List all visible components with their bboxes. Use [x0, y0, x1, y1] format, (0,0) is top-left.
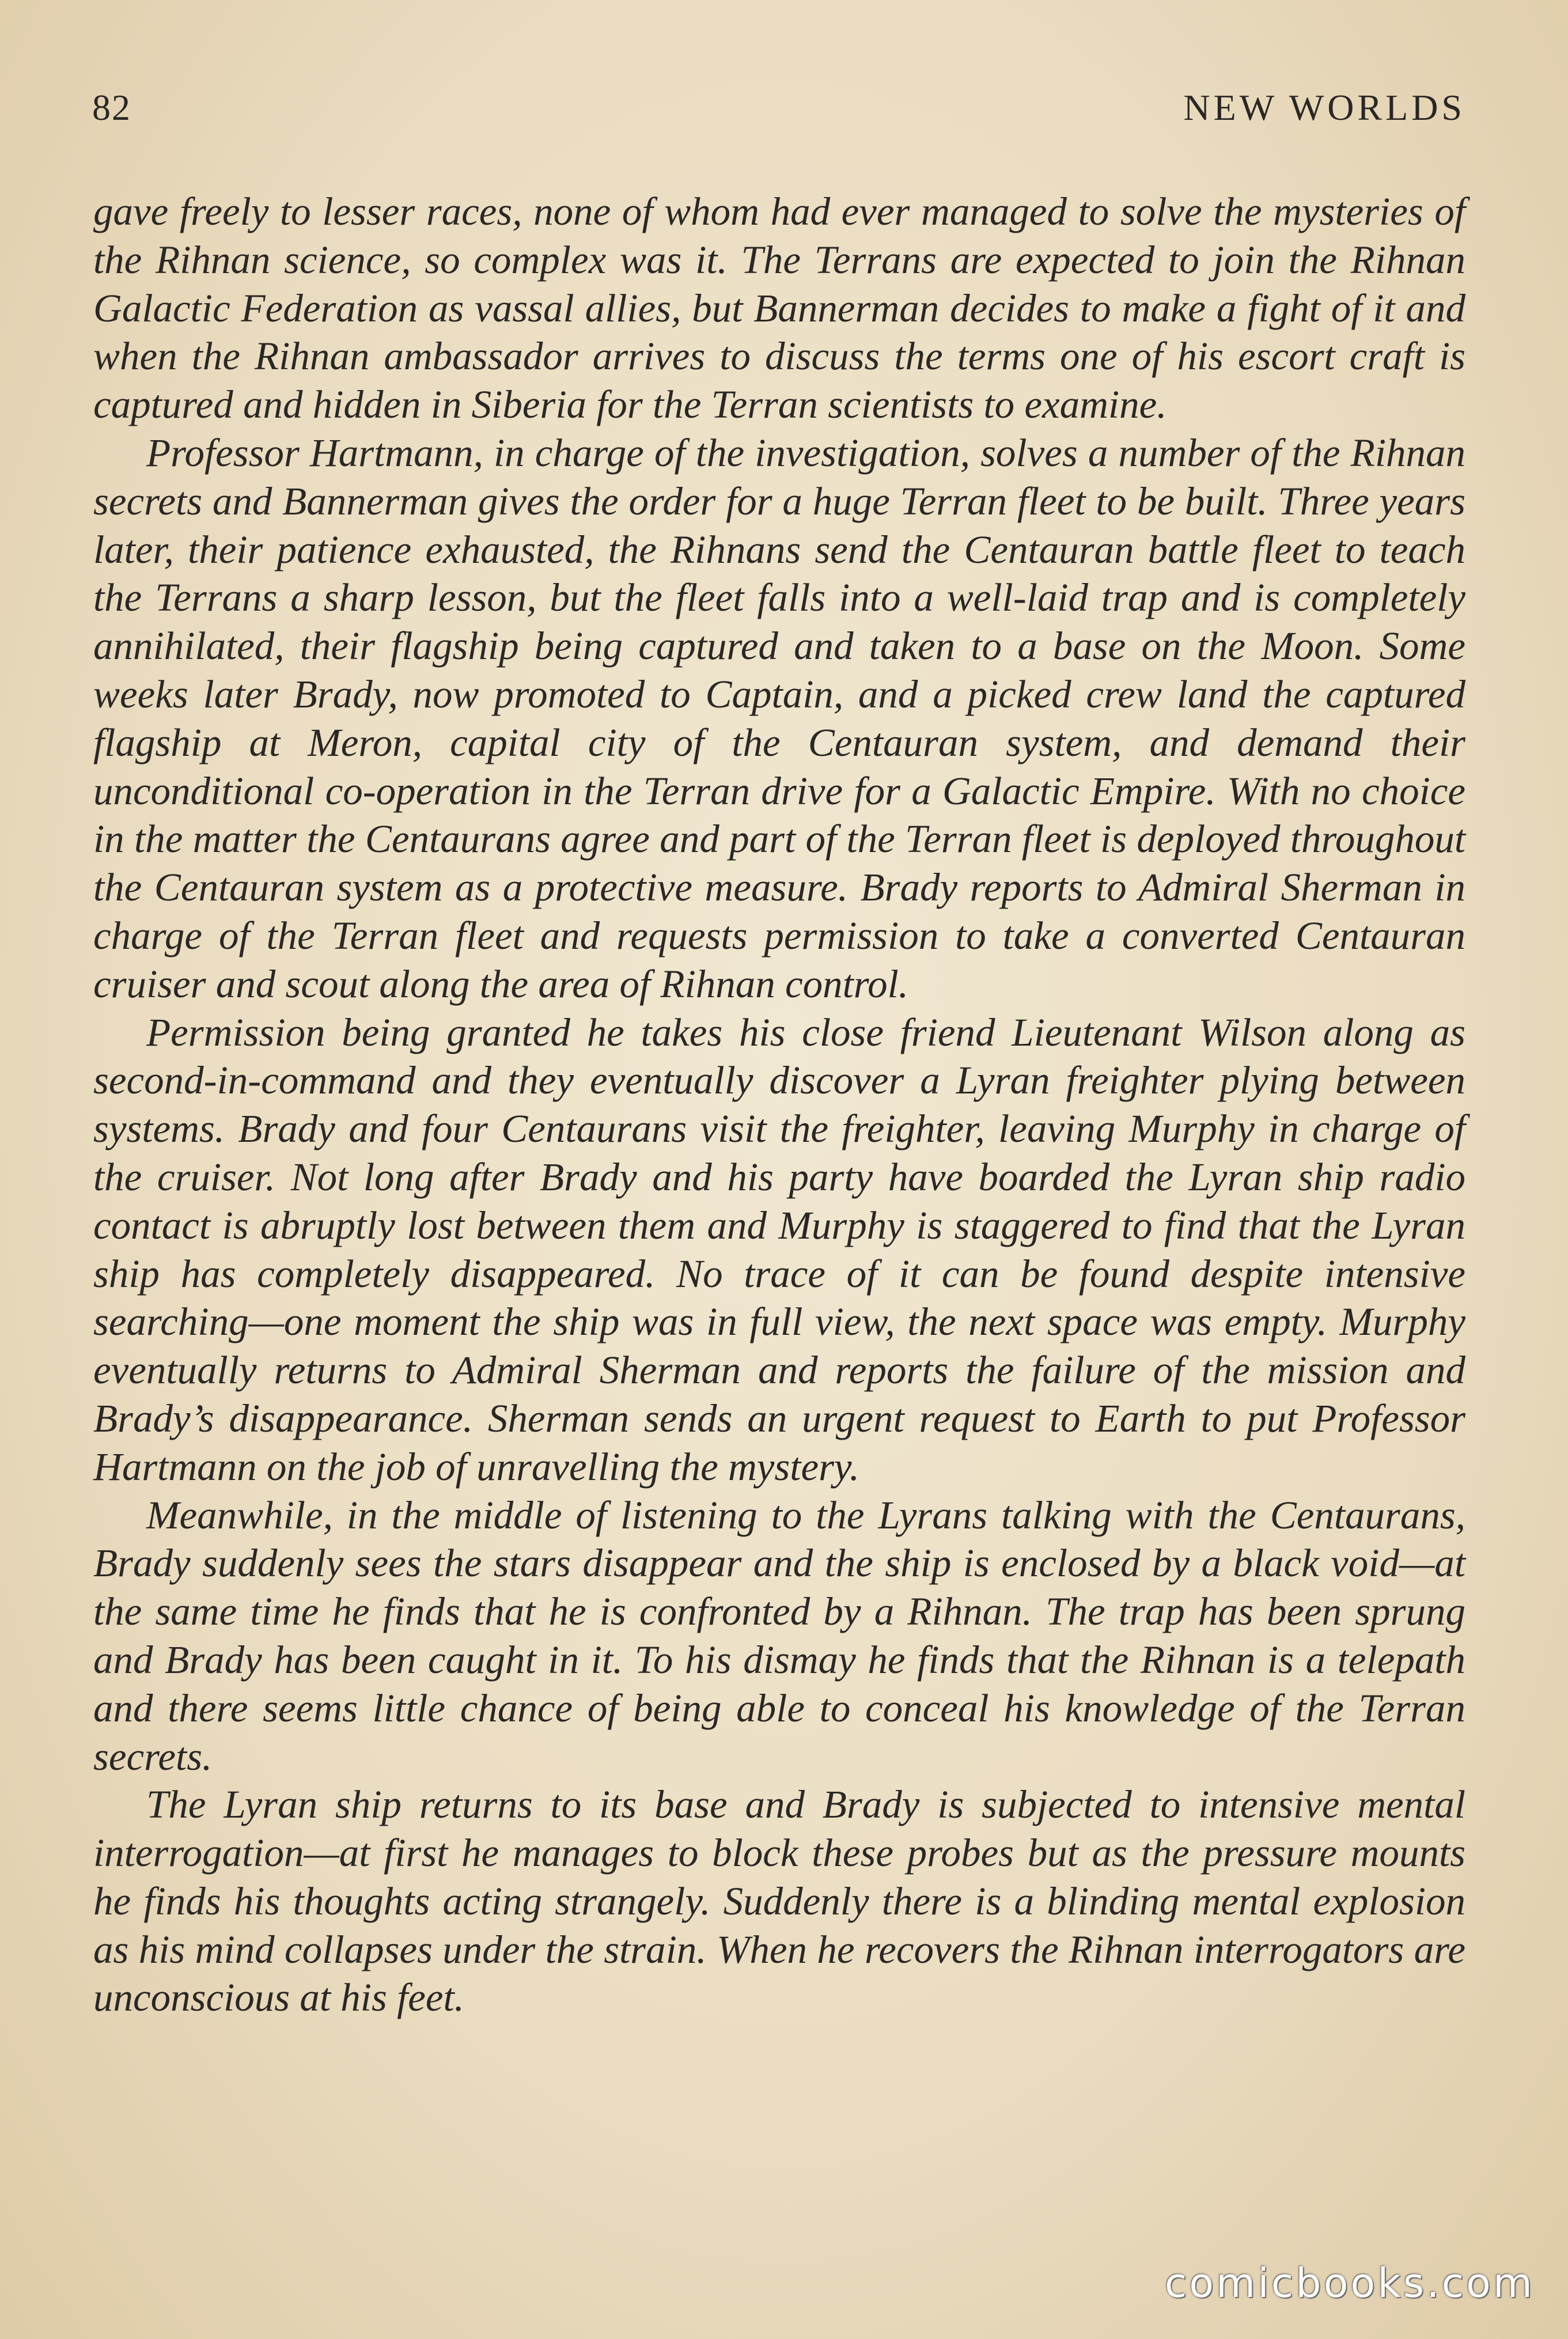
page-header: [92, 86, 1465, 138]
watermark: comicbooks.com: [1164, 2259, 1535, 2307]
paragraph-2: Professor Hartmann, in charge of the investigation, solves a number of the Rihnan secrets and Bannerman gives the order for a huge Terran fleet to be built. Three years later, their patience exhausted, the Rihnans send the Centauran battle fleet to teach the Terrans a sharp lesson, but the fleet falls into a well-laid trap and is completely annihilated, their flagship being captured and taken to a base on the Moon. Some weeks later Brady, now promoted to Captain, and a picked crew land the captured flagship at Meron, capital city of the Centauran system, and demand their unconditional co-operation in the Terran drive for a Galactic Empire. With no choice in the matter the Centaurans agree and part of the Terran fleet is deployed throughout the Centauran system as a protective measure. Brady reports to Admiral Sherman in charge of the Terran fleet and requests permission to take a converted Centauran cruiser and scout along the area of Rihnan control.: [93, 430, 1465, 1006]
page-number: 82: [92, 87, 131, 128]
body-text: [93, 188, 1465, 2022]
paragraph-3: Permission being granted he takes his close friend Lieutenant Wilson along as second-in-command and they eventually discover a Lyran freighter plying between systems. Brady and four Centaurans visit the freighter, leaving Murphy in charge of the cruiser. Not long after Brady and his party have boarded the Lyran ship radio contact is abruptly lost between them and Murphy is staggered to find that the Lyran ship has completely disappeared. No trace of it can be found despite intensive searching—one moment the ship was in full view, the next space was empty. Murphy eventually returns to Admiral Sherman and reports the failure of the mission and Brady’s disappearance. Sherman sends an urgent request to Earth to put Professor Hartmann on the job of unravelling the mystery.: [93, 1010, 1465, 1489]
paragraph-4: Meanwhile, in the middle of listening to the Lyrans talking with the Centaurans, Brady suddenly sees the stars disappear and the ship is enclosed by a black void—at the same time he finds that he is confronted by a Rihnan. The trap has been sprung and Brady has been caught in it. To his dismay he finds that the Rihnan is a telepath and there seems little chance of being able to conceal his knowledge of the Terran secrets.: [93, 1493, 1465, 1778]
running-head: NEW WORLDS: [1183, 87, 1465, 128]
paragraph-1: gave freely to lesser races, none of whom had ever managed to solve the mysteries of the Rihnan science, so complex was it. The Terrans are expected to join the Rihnan Galactic Federation as vassal allies, but Bannerman decides to make a fight of it and when the Rihnan ambassador arrives to discuss the terms one of his escort craft is captured and hidden in Siberia for the Terran scientists to examine.: [93, 190, 1465, 427]
paragraph-5: The Lyran ship returns to its base and Brady is subjected to intensive mental interrogation—at first he manages to block these probes but as the pressure mounts he finds his thoughts acting strangely. Suddenly there is a blinding mental explosion as his mind collapses under the strain. When he recovers the Rihnan interrogators are unconscious at his feet.: [93, 1782, 1465, 2020]
